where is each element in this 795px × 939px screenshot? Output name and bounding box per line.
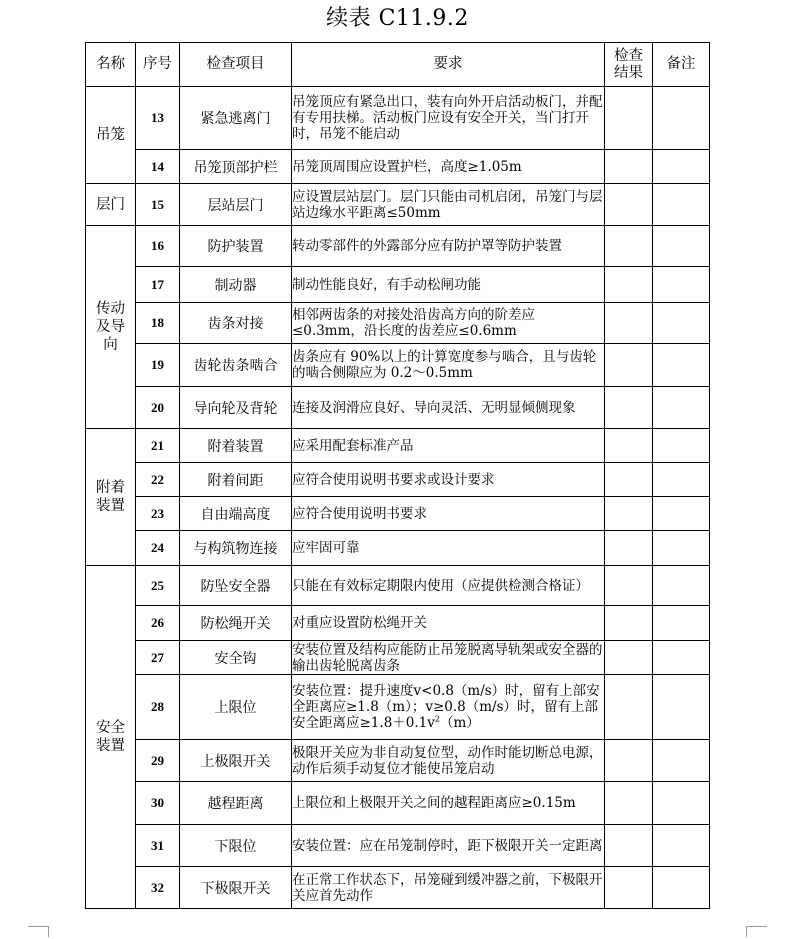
- requirement-text: 安装位置：提升速度v<0.8（m/s）时，留有上部安全距离应≥1.8（m）；v≥0.8（m/s）时，留有上部安全距离应≥1.8＋0.1v: [292, 683, 600, 731]
- row-number: 20: [136, 387, 180, 429]
- row-number: 14: [136, 150, 180, 184]
- result-cell[interactable]: [605, 782, 653, 825]
- table-row: [86, 150, 710, 184]
- remark-cell[interactable]: [653, 184, 710, 226]
- check-item: 层站层门: [180, 184, 292, 226]
- remark-cell[interactable]: [653, 463, 710, 497]
- category-cell: 吊笼: [86, 87, 136, 184]
- remark-cell[interactable]: [653, 566, 710, 606]
- header-result: 检查结果: [605, 43, 653, 87]
- page-title: 续表 C11.9.2: [326, 6, 469, 31]
- check-item: 上极限开关: [180, 740, 292, 782]
- remark-cell[interactable]: [653, 226, 710, 267]
- requirement: 只能在有效标定期限内使用（应提供检测合格证）: [292, 566, 605, 606]
- requirement: 上限位和上极限开关之间的越程距离应≥0.15m: [292, 782, 605, 825]
- category-cell: 传动及导向: [86, 226, 136, 429]
- table-row: [86, 267, 710, 303]
- result-cell[interactable]: [605, 566, 653, 606]
- page-corner-mark-left: [28, 926, 49, 937]
- row-number: 23: [136, 497, 180, 531]
- requirement: 转动零部件的外露部分应有防护罩等防护装置: [292, 226, 605, 267]
- requirement: 在正常工作状态下，吊笼碰到缓冲器之前，下极限开关应首先动作: [292, 867, 605, 909]
- row-number: 28: [136, 675, 180, 740]
- requirement: 对重应设置防松绳开关: [292, 606, 605, 641]
- table-row: [86, 87, 710, 150]
- result-cell[interactable]: [605, 87, 653, 150]
- table-row: [86, 531, 710, 566]
- result-cell[interactable]: [605, 641, 653, 675]
- check-item: 越程距离: [180, 782, 292, 825]
- row-number: 16: [136, 226, 180, 267]
- result-cell[interactable]: [605, 303, 653, 344]
- result-cell[interactable]: [605, 184, 653, 226]
- check-item: 附着装置: [180, 429, 292, 463]
- table-row: [86, 387, 710, 429]
- row-number: 22: [136, 463, 180, 497]
- header-item: 检查项目: [180, 43, 292, 87]
- row-number: 13: [136, 87, 180, 150]
- table-row: [86, 303, 710, 344]
- result-cell[interactable]: [605, 606, 653, 641]
- result-cell[interactable]: [605, 675, 653, 740]
- table-row: [86, 184, 710, 226]
- row-number: 24: [136, 531, 180, 566]
- remark-cell[interactable]: [653, 740, 710, 782]
- remark-cell[interactable]: [653, 641, 710, 675]
- remark-cell[interactable]: [653, 344, 710, 387]
- requirement: 应设置层站层门。层门只能由司机启闭，吊笼门与层站边缘水平距离≤50mm: [292, 184, 605, 226]
- category-cell: 安全装置: [86, 566, 136, 909]
- requirement: [292, 675, 605, 740]
- remark-cell[interactable]: [653, 303, 710, 344]
- page-corner-mark-right: [746, 926, 767, 937]
- superscript-exponent: 2: [434, 714, 440, 724]
- remark-cell[interactable]: [653, 497, 710, 531]
- table-row: [86, 429, 710, 463]
- check-item: 导向轮及背轮: [180, 387, 292, 429]
- result-cell[interactable]: [605, 429, 653, 463]
- table-row: [86, 825, 710, 867]
- table-row: [86, 782, 710, 825]
- requirement: 应符合使用说明书要求: [292, 497, 605, 531]
- row-number: 32: [136, 867, 180, 909]
- result-cell[interactable]: [605, 825, 653, 867]
- requirement: 极限开关应为非自动复位型，动作时能切断总电源，动作后须手动复位才能使吊笼启动: [292, 740, 605, 782]
- header-row: [86, 43, 710, 87]
- inspection-table: [85, 42, 710, 909]
- category-cell: 层门: [86, 184, 136, 226]
- requirement: 安装位置：应在吊笼制停时，距下极限开关一定距离: [292, 825, 605, 867]
- header-number: 序号: [136, 43, 180, 87]
- remark-cell[interactable]: [653, 867, 710, 909]
- remark-cell[interactable]: [653, 387, 710, 429]
- check-item: 附着间距: [180, 463, 292, 497]
- check-item: 紧急逃离门: [180, 87, 292, 150]
- requirement: 连接及润滑应良好、导向灵活、无明显倾侧现象: [292, 387, 605, 429]
- check-item: 制动器: [180, 267, 292, 303]
- remark-cell[interactable]: [653, 675, 710, 740]
- table-row: [86, 344, 710, 387]
- remark-cell[interactable]: [653, 782, 710, 825]
- requirement: 吊笼顶周围应设置护栏，高度≥1.05m: [292, 150, 605, 184]
- row-number: 27: [136, 641, 180, 675]
- result-cell[interactable]: [605, 867, 653, 909]
- remark-cell[interactable]: [653, 267, 710, 303]
- row-number: 17: [136, 267, 180, 303]
- result-cell[interactable]: [605, 150, 653, 184]
- check-item: 吊笼顶部护栏: [180, 150, 292, 184]
- row-number: 19: [136, 344, 180, 387]
- table-row: [86, 675, 710, 740]
- remark-cell[interactable]: [653, 150, 710, 184]
- result-cell[interactable]: [605, 531, 653, 566]
- result-cell[interactable]: [605, 463, 653, 497]
- result-cell[interactable]: [605, 267, 653, 303]
- table-row: [86, 867, 710, 909]
- requirement: 相邻两齿条的对接处沿齿高方向的阶差应≤0.3mm，沿长度的齿差应≤0.6mm: [292, 303, 605, 344]
- row-number: 15: [136, 184, 180, 226]
- requirement: 应采用配套标准产品: [292, 429, 605, 463]
- table-row: [86, 641, 710, 675]
- row-number: 18: [136, 303, 180, 344]
- remark-cell[interactable]: [653, 87, 710, 150]
- check-item: 防护装置: [180, 226, 292, 267]
- result-cell[interactable]: [605, 740, 653, 782]
- row-number: 30: [136, 782, 180, 825]
- check-item: 与构筑物连接: [180, 531, 292, 566]
- check-item: 下限位: [180, 825, 292, 867]
- check-item: 上限位: [180, 675, 292, 740]
- check-item: 安全钩: [180, 641, 292, 675]
- requirement-unit: （m）: [439, 715, 480, 731]
- result-cell[interactable]: [605, 344, 653, 387]
- check-item: 下极限开关: [180, 867, 292, 909]
- result-cell[interactable]: [605, 226, 653, 267]
- check-item: 防坠安全器: [180, 566, 292, 606]
- row-number: 31: [136, 825, 180, 867]
- table-row: [86, 566, 710, 606]
- header-remark: 备注: [653, 43, 710, 87]
- table-row: [86, 497, 710, 531]
- header-category: 名称: [86, 43, 136, 87]
- requirement: 安装位置及结构应能防止吊笼脱离导轨架或安全器的输出齿轮脱离齿条: [292, 641, 603, 674]
- requirement: 齿条应有 90%以上的计算宽度参与啮合，且与齿轮的啮合侧隙应为 0.2～0.5mm: [292, 344, 605, 387]
- row-number: 26: [136, 606, 180, 641]
- header-requirement: 要求: [292, 43, 605, 87]
- table-row: [86, 740, 710, 782]
- remark-cell[interactable]: [653, 429, 710, 463]
- check-item: 防松绳开关: [180, 606, 292, 641]
- row-number: 25: [136, 566, 180, 606]
- requirement: 应符合使用说明书要求或设计要求: [292, 463, 605, 497]
- table-row: [86, 226, 710, 267]
- result-cell[interactable]: [605, 497, 653, 531]
- check-item: 自由端高度: [180, 497, 292, 531]
- requirement: 应牢固可靠: [292, 531, 605, 566]
- table-row: [86, 463, 710, 497]
- remark-cell[interactable]: [653, 825, 710, 867]
- category-cell: 附着装置: [86, 429, 136, 566]
- result-cell[interactable]: [605, 387, 653, 429]
- check-item: 齿轮齿条啮合: [180, 344, 292, 387]
- row-number: 29: [136, 740, 180, 782]
- check-item: 齿条对接: [180, 303, 292, 344]
- table-row: [86, 606, 710, 641]
- requirement: 制动性能良好，有手动松闸功能: [292, 267, 605, 303]
- remark-cell[interactable]: [653, 531, 710, 566]
- row-number: 21: [136, 429, 180, 463]
- remark-cell[interactable]: [653, 606, 710, 641]
- requirement: 吊笼顶应有紧急出口，装有向外开启活动板门，并配有专用扶梯。活动板门应设有安全开关，当门打开时，吊笼不能启动: [292, 87, 605, 150]
